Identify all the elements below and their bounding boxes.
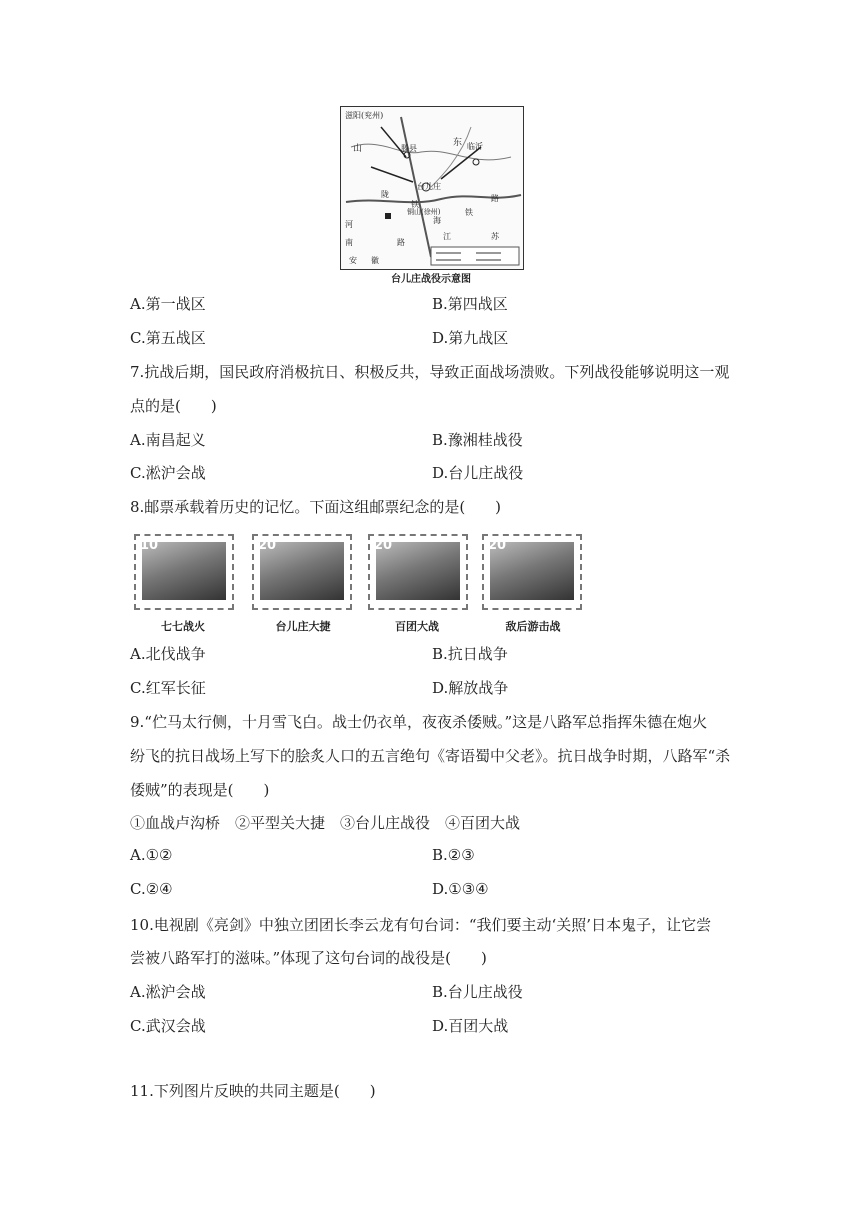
- map-label: 陇: [381, 190, 389, 199]
- q9-stem-line1: 9.“伫马太行侧，十月雪飞白。战士仍衣单，夜夜杀倭贼。”这是八路军总指挥朱德在炮火: [130, 713, 708, 731]
- map-label: 徽: [371, 256, 379, 265]
- map-label: 海: [433, 216, 441, 225]
- stamp-2: [248, 528, 356, 620]
- q10-option-d: D.百团大战: [432, 1017, 509, 1035]
- q6-option-b: B.第四战区: [432, 295, 508, 313]
- q10-option-c: C.武汉会战: [130, 1017, 206, 1035]
- q7-option-b: B.豫湘桂战役: [432, 431, 523, 449]
- stamp-caption: 百团大战: [395, 620, 439, 633]
- stamp-1: [128, 528, 242, 620]
- q10-stem-line2: 尝被八路军打的滋味。”体现了这句台词的战役是( ): [130, 949, 487, 967]
- map-label: 路: [397, 238, 405, 247]
- map-title: 台儿庄战役示意图: [391, 274, 471, 285]
- stamp-4: [476, 528, 590, 620]
- q10-option-b: B.台儿庄战役: [432, 983, 523, 1001]
- stamp-caption: 敌后游击战: [505, 620, 561, 633]
- q9-option-b: B.②③: [432, 846, 475, 864]
- map-label: 滋阳(兖州): [345, 111, 384, 120]
- q9-option-a: A.①②: [130, 846, 173, 864]
- q9-items: ①血战卢沟桥 ②平型关大捷 ③台儿庄战役 ④百团大战: [130, 814, 521, 832]
- q8-option-c: C.红军长征: [130, 679, 206, 697]
- q6-option-d: D.第九战区: [432, 329, 509, 347]
- stamp-value: 20: [374, 538, 393, 553]
- q7-option-c: C.淞沪会战: [130, 464, 206, 482]
- map-label: 铜山(徐州): [407, 208, 441, 216]
- map-label: 山: [353, 144, 363, 154]
- map-label: 河: [345, 220, 353, 229]
- q8-stem: 8.邮票承载着历史的记忆。下面这组邮票纪念的是( ): [130, 498, 502, 516]
- map-label: 南: [345, 238, 353, 247]
- stamp-value: 10: [140, 538, 159, 553]
- taierzhuang-battle-map: [340, 106, 524, 270]
- stamp-value: 20: [258, 538, 277, 553]
- q9-option-d: D.①③④: [432, 880, 489, 898]
- q9-option-c: C.②④: [130, 880, 173, 898]
- map-label: 路: [491, 194, 499, 203]
- q9-stem-line2: 纷飞的抗日战场上写下的脍炙人口的五言绝句《寄语蜀中父老》。抗日战争时期，八路军“杀: [130, 747, 731, 765]
- map-label: 苏: [491, 232, 499, 241]
- stamp-3: [364, 528, 472, 620]
- q7-stem-line2: 点的是( ): [130, 397, 217, 415]
- map-label: 临沂: [467, 142, 483, 151]
- q6-option-a: A.第一战区: [130, 295, 206, 313]
- q10-option-a: A.淞沪会战: [130, 983, 206, 1001]
- q6-option-c: C.第五战区: [130, 329, 206, 347]
- map-label: 铁: [411, 200, 419, 209]
- q10-stem-line1: 10.电视剧《亮剑》中独立团团长李云龙有句台词：“我们要主动‘关照’日本鬼子，让它尝: [130, 916, 712, 934]
- map-label: 铁: [465, 208, 473, 217]
- map-label: 东: [453, 138, 463, 148]
- map-label: 台儿庄: [417, 182, 441, 191]
- q8-option-a: A.北伐战争: [130, 645, 206, 663]
- q9-stem-line3: 倭贼”的表现是( ): [130, 781, 270, 799]
- stamp-caption: 七七战火: [161, 620, 205, 633]
- q8-option-b: B.抗日战争: [432, 645, 508, 663]
- map-label: 滕县: [401, 144, 417, 153]
- map-label: 江: [443, 232, 451, 241]
- q7-option-d: D.台儿庄战役: [432, 464, 524, 482]
- q8-option-d: D.解放战争: [432, 679, 509, 697]
- q11-stem: 11.下列图片反映的共同主题是( ): [130, 1082, 376, 1100]
- map-label: 安: [349, 256, 357, 265]
- q7-stem-line1: 7.抗战后期，国民政府消极抗日、积极反共，导致正面战场溃败。下列战役能够说明这一观: [130, 363, 730, 381]
- q7-option-a: A.南昌起义: [130, 431, 206, 449]
- stamp-caption: 台儿庄大捷: [275, 620, 331, 633]
- stamp-value: 20: [488, 538, 507, 553]
